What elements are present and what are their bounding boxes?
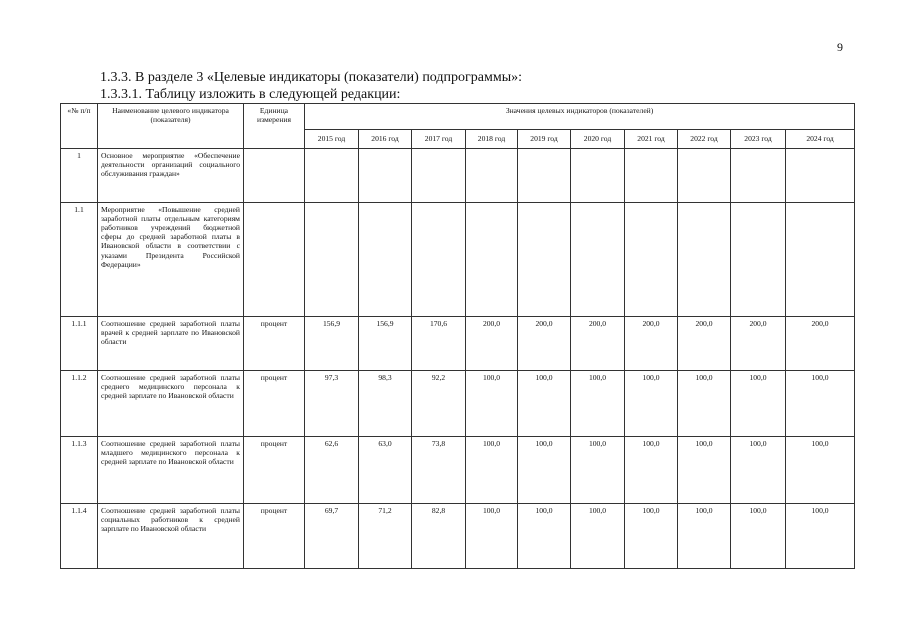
table-row — [61, 317, 855, 371]
row-value — [412, 203, 466, 317]
row-value — [305, 203, 359, 317]
table-row — [61, 504, 855, 569]
row-value: 73,8 — [412, 437, 466, 504]
row-value — [731, 203, 786, 317]
row-indicator-name: Соотношение средней заработной платы младшего медицинского персонала к средней зарплате по Ивановской области — [98, 437, 244, 504]
row-value: 100,0 — [678, 437, 731, 504]
row-value: 82,8 — [412, 504, 466, 569]
header-year: 2018 год — [466, 130, 518, 149]
row-value: 100,0 — [625, 371, 678, 437]
row-unit — [244, 203, 305, 317]
row-value — [359, 149, 412, 203]
header-values-group: Значения целевых индикаторов (показателей) — [305, 104, 855, 130]
row-num: 1 — [61, 149, 98, 203]
header-year: 2023 год — [731, 130, 786, 149]
header-year: 2021 год — [625, 130, 678, 149]
row-value: 92,2 — [412, 371, 466, 437]
table-row — [61, 371, 855, 437]
row-value: 100,0 — [678, 371, 731, 437]
row-value — [466, 149, 518, 203]
row-num: 1.1.2 — [61, 371, 98, 437]
row-value: 100,0 — [731, 437, 786, 504]
header-year: 2016 год — [359, 130, 412, 149]
header-indicator-name: Наименование целевого индикатора (показателя) — [98, 104, 244, 149]
header-year: 2017 год — [412, 130, 466, 149]
table-header-row — [61, 104, 855, 130]
row-value: 97,3 — [305, 371, 359, 437]
row-value: 200,0 — [678, 317, 731, 371]
table-row — [61, 203, 855, 317]
row-value: 100,0 — [518, 504, 571, 569]
row-value: 156,9 — [305, 317, 359, 371]
row-value — [678, 149, 731, 203]
row-value: 100,0 — [571, 437, 625, 504]
row-value: 200,0 — [518, 317, 571, 371]
row-value: 63,0 — [359, 437, 412, 504]
row-value: 100,0 — [786, 437, 855, 504]
header-unit: Единица измерения — [244, 104, 305, 149]
table-row — [61, 149, 855, 203]
row-value: 200,0 — [466, 317, 518, 371]
table-row — [61, 437, 855, 504]
row-num: 1.1 — [61, 203, 98, 317]
row-value — [359, 203, 412, 317]
row-value: 100,0 — [786, 371, 855, 437]
row-value: 100,0 — [625, 504, 678, 569]
row-num: 1.1.1 — [61, 317, 98, 371]
row-indicator-name: Соотношение средней заработной платы социальных работников к средней зарплате по Ивановской области — [98, 504, 244, 569]
header-num: «№ п/п — [61, 104, 98, 149]
row-value — [518, 149, 571, 203]
row-value: 100,0 — [571, 371, 625, 437]
header-year: 2015 год — [305, 130, 359, 149]
row-value: 200,0 — [786, 317, 855, 371]
row-value: 71,2 — [359, 504, 412, 569]
row-value: 156,9 — [359, 317, 412, 371]
row-indicator-name: Соотношение средней заработной платы среднего медицинского персонала к средней зарплате по Ивановской области — [98, 371, 244, 437]
row-value: 98,3 — [359, 371, 412, 437]
row-value: 69,7 — [305, 504, 359, 569]
row-value: 170,6 — [412, 317, 466, 371]
row-value: 100,0 — [731, 371, 786, 437]
row-value: 100,0 — [466, 371, 518, 437]
row-unit: процент — [244, 317, 305, 371]
row-value: 100,0 — [518, 437, 571, 504]
row-value: 62,6 — [305, 437, 359, 504]
row-value — [786, 203, 855, 317]
row-value — [571, 149, 625, 203]
row-value: 100,0 — [625, 437, 678, 504]
row-value: 200,0 — [571, 317, 625, 371]
row-unit: процент — [244, 504, 305, 569]
row-unit: процент — [244, 437, 305, 504]
row-value — [625, 149, 678, 203]
row-indicator-name: Мероприятие «Повышение средней заработной платы отдельным категориям работников учреждений бюджетной сферы до средней заработной платы в Ивановской области в соответствии с указами Президента Российской Федерации» — [98, 203, 244, 317]
row-value: 100,0 — [518, 371, 571, 437]
row-indicator-name: Соотношение средней заработной платы врачей к средней зарплате по Ивановской области — [98, 317, 244, 371]
row-indicator-name: Основное мероприятие «Обеспечение деятельности организаций социального обслуживания граждан» — [98, 149, 244, 203]
row-value: 100,0 — [466, 437, 518, 504]
row-value: 200,0 — [625, 317, 678, 371]
row-value — [466, 203, 518, 317]
header-year: 2024 год — [786, 130, 855, 149]
subsection-heading: 1.3.3.1. Таблицу изложить в следующей редакции: — [100, 87, 401, 102]
row-value — [786, 149, 855, 203]
row-value — [305, 149, 359, 203]
row-value — [518, 203, 571, 317]
indicators-table — [60, 103, 855, 569]
row-value — [625, 203, 678, 317]
row-value — [571, 203, 625, 317]
row-value: 200,0 — [731, 317, 786, 371]
row-value — [678, 203, 731, 317]
header-year: 2022 год — [678, 130, 731, 149]
row-unit: процент — [244, 371, 305, 437]
row-value: 100,0 — [678, 504, 731, 569]
header-year: 2020 год — [571, 130, 625, 149]
row-value: 100,0 — [786, 504, 855, 569]
row-value: 100,0 — [466, 504, 518, 569]
row-num: 1.1.3 — [61, 437, 98, 504]
row-unit — [244, 149, 305, 203]
header-year: 2019 год — [518, 130, 571, 149]
row-num: 1.1.4 — [61, 504, 98, 569]
page-number: 9 — [837, 40, 843, 54]
row-value — [412, 149, 466, 203]
row-value: 100,0 — [731, 504, 786, 569]
section-heading: 1.3.3. В разделе 3 «Целевые индикаторы (показатели) подпрограммы»: — [100, 70, 522, 85]
row-value — [731, 149, 786, 203]
row-value: 100,0 — [571, 504, 625, 569]
